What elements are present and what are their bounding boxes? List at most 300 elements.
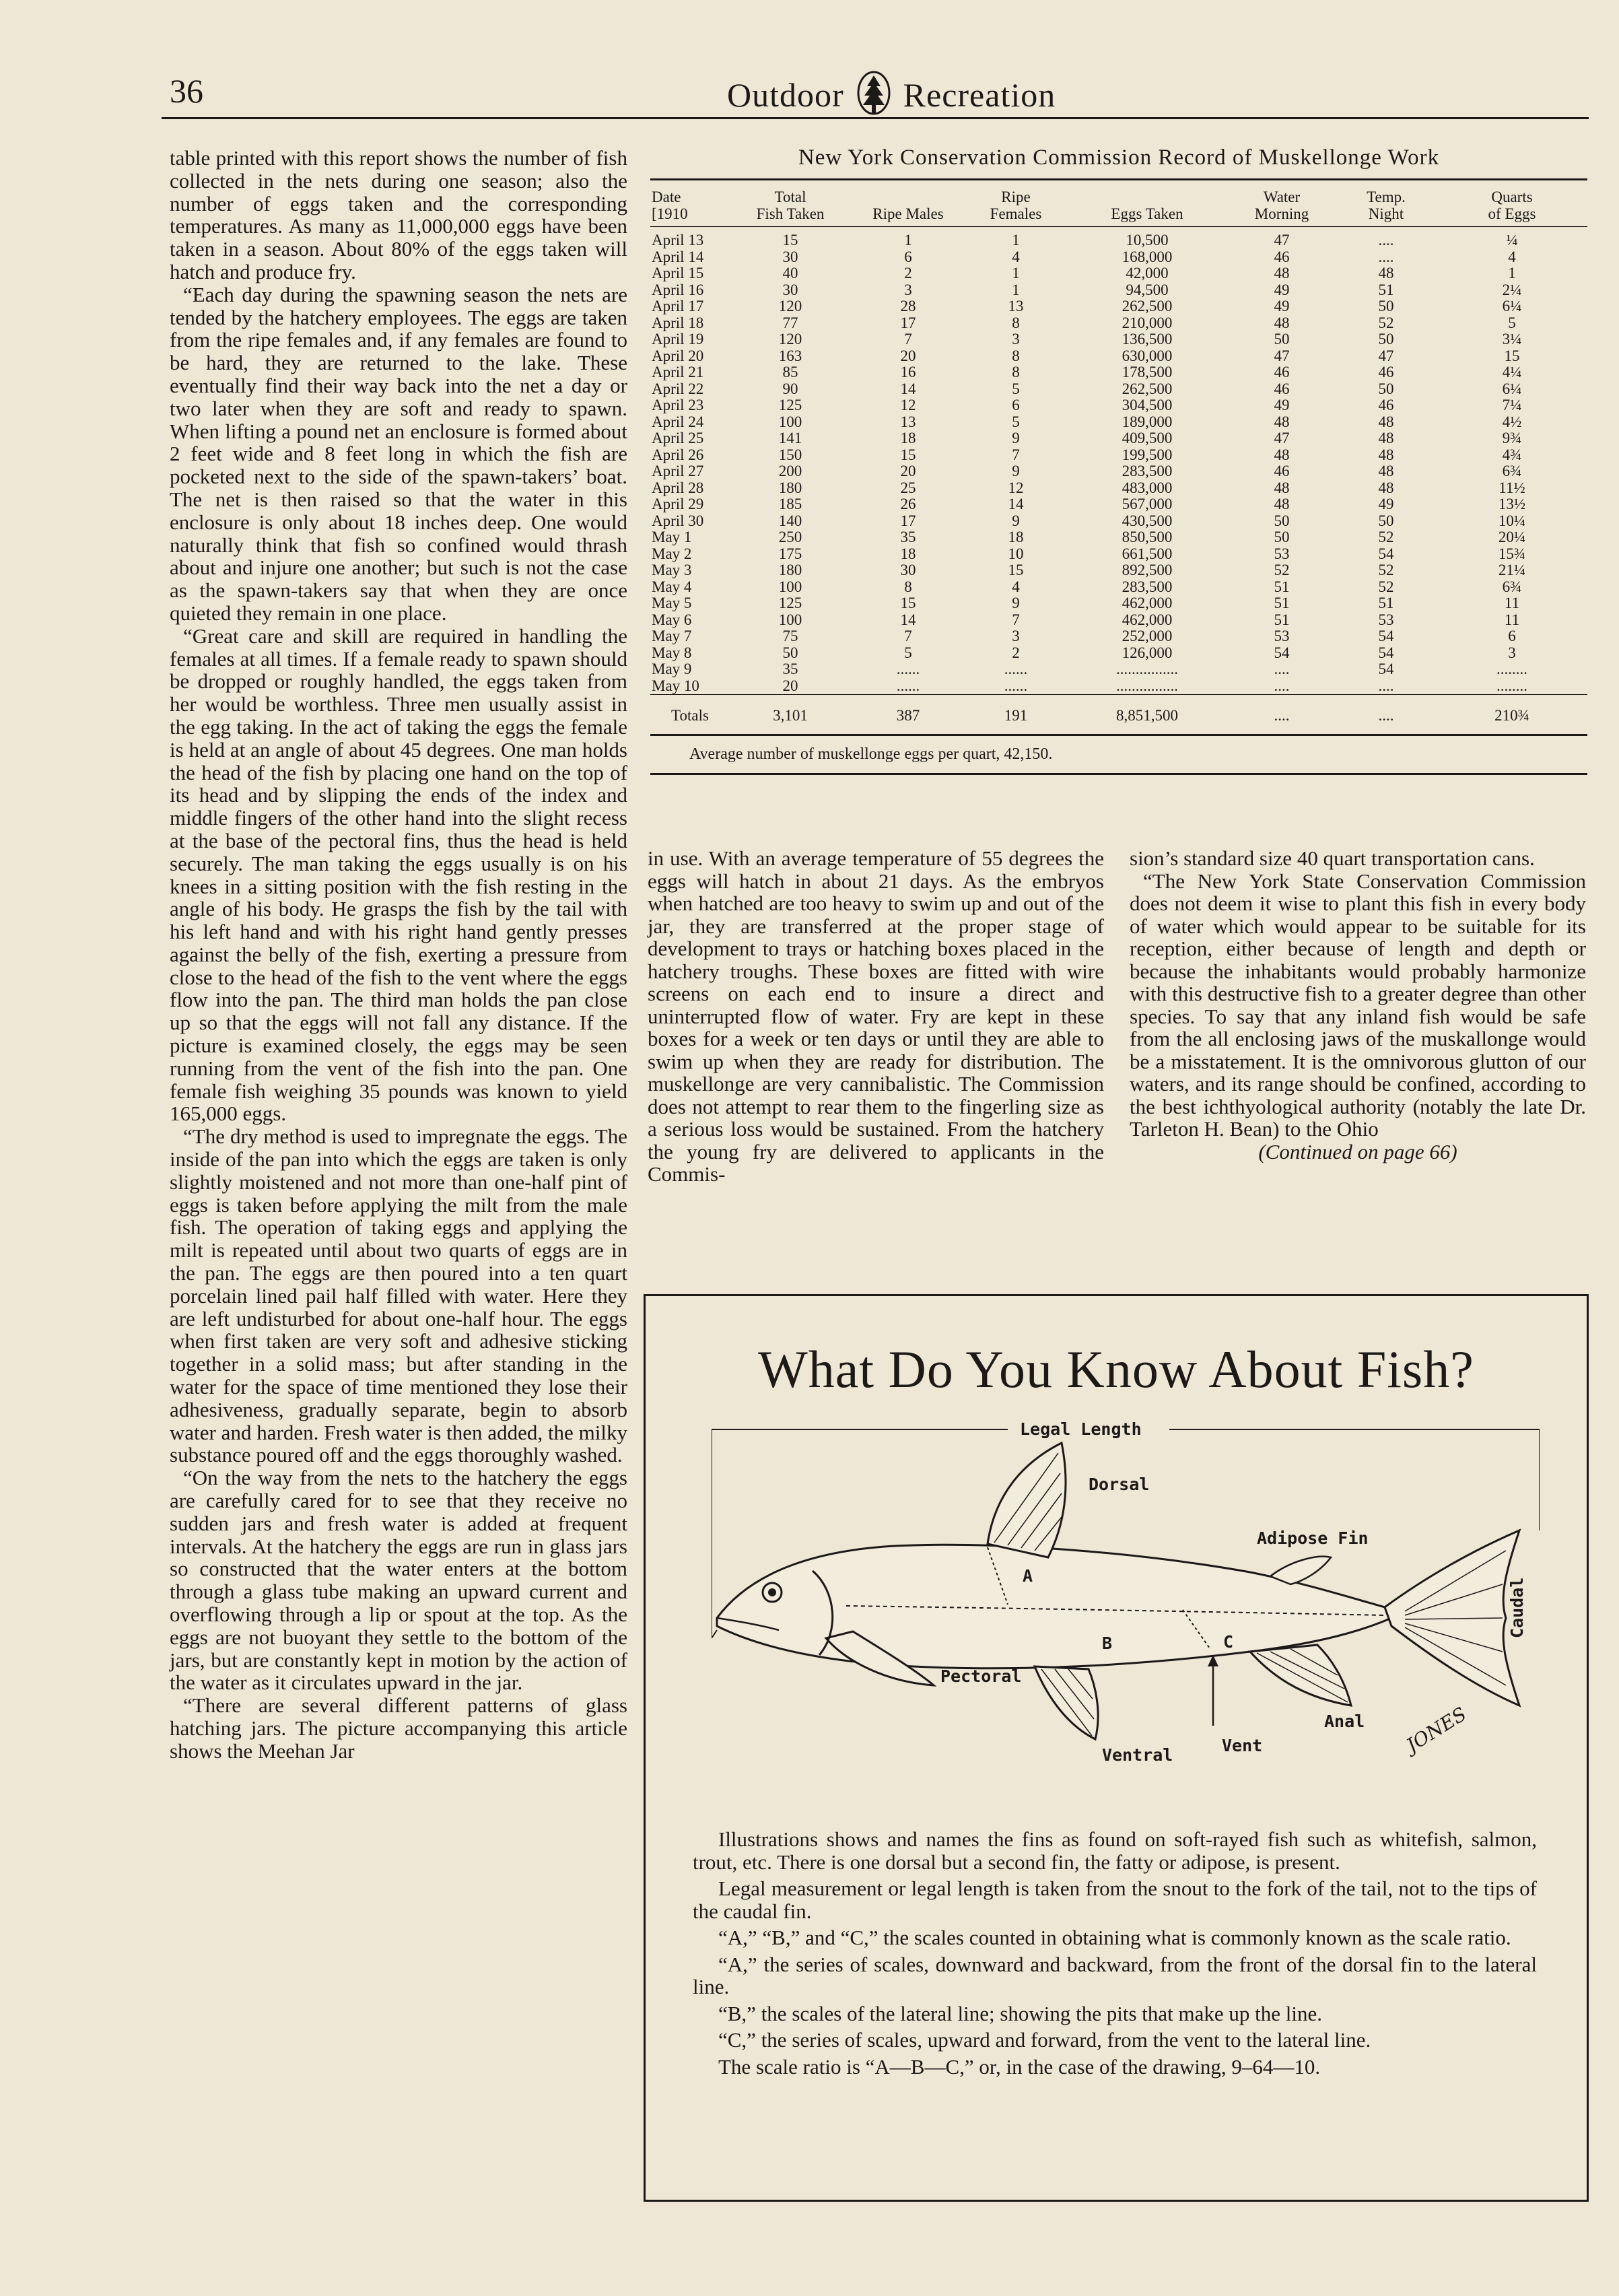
table-cell: .... xyxy=(1378,248,1394,265)
table-cell: 50 xyxy=(1274,331,1290,347)
table-cell: 3 xyxy=(1508,644,1516,661)
table-row xyxy=(650,315,1587,332)
left-paragraph: table printed with this report shows the number of fish collected in the nets during one season; also the number of eggs taken and the corresponding temperatures. As many as 11,000,000 eggs have been taken in a season. About 80% of the eggs taken will hatch and produce fry. xyxy=(170,146,627,283)
table-cell: 35 xyxy=(900,529,916,545)
table-cell: April 22 xyxy=(652,380,704,397)
table-cell: 4¼ xyxy=(1502,364,1522,380)
dorsal-label: Dorsal xyxy=(1089,1475,1150,1494)
middle-text-column xyxy=(648,847,1104,1186)
fish-diagram xyxy=(712,1416,1540,1766)
middle-paragraph: in use. With an average temperature of 55 degrees the eggs will hatch in about 21 days. As the embryos when hatched are too heavy to swim up and out of the jar, they are transferred at the proper stage of development to trays or hatching boxes placed in the hatchery troughs. These boxes are fitted with wire screens on each end to insure a direct and uninterrupted flow of water. Fry are kept in these boxes for a week or ten days or until they are able to swim up when they are ready for distribution. The muskellonge are very cannibalistic. The Commission does not attempt to rear them to the fingerling size as a serious loss would be sustained. From the hatchery the young fry are delivered to applicants in the Commis- xyxy=(648,846,1104,1186)
table-cell: 20 xyxy=(782,677,798,694)
table-row xyxy=(650,678,1587,695)
table-cell: 20 xyxy=(900,463,916,479)
table-cell: 3¼ xyxy=(1502,331,1522,347)
table-cell: 252,000 xyxy=(1122,628,1173,644)
table-cell: 2 xyxy=(1012,644,1020,661)
table-cell: 49 xyxy=(1274,281,1290,298)
table-cell: 47 xyxy=(1274,347,1290,364)
records-table xyxy=(650,180,1587,734)
table-cell: 120 xyxy=(778,298,802,314)
table-cell: 1 xyxy=(1012,232,1020,248)
table-cell: 53 xyxy=(1274,545,1290,562)
table-cell: 9¾ xyxy=(1502,430,1522,446)
column-header: Ripe Males xyxy=(851,180,965,227)
column-header: Total Fish Taken xyxy=(730,180,851,227)
table-cell: 30 xyxy=(782,248,798,265)
table-row xyxy=(650,331,1587,348)
table-cell: May 8 xyxy=(652,644,692,661)
magazine-title xyxy=(727,70,1056,120)
column-header: Temp. Night xyxy=(1336,180,1437,227)
table-cell: 8 xyxy=(1012,347,1020,364)
caption-paragraph: “A,” “B,” and “C,” the scales counted in obtaining what is commonly known as the scale ratio. xyxy=(718,1926,1511,1949)
left-paragraph: “Great care and skill are required in handling the females at all times. If a female ready to spawn should be dropped or roughly handled, the eggs taken from her would be worthless. Three men usually assist in the egg taking. In the act of taking the eggs the female is held at an angle of about 45 degrees. One man holds the head of the fish by placing one hand on the top of its head and by slipping the ends of the index and middle fingers of the other hand into the slight recess at the base of the pectoral fins, thus the head is held securely. The man taking the eggs usually is on his knees in a sitting position with the fish resting in the angle of his body. He grasps the fish by the tail with his left hand and with his right hand gently presses against the belly of the fish, exerting a pressure from close to the head of the fish to the vent where the eggs flow into the pan. The third man holds the pan close up so that the eggs will not fall any distance. If the picture is examined closely, the eggs may be seen running from the vent of the fish into the pan. One female fish weighing 35 pounds was known to yield 165,000 eggs. xyxy=(170,623,627,1126)
table-cell: 14 xyxy=(900,380,916,397)
table-row xyxy=(650,381,1587,398)
table-cell: 26 xyxy=(900,496,916,512)
table-cell: 21¼ xyxy=(1498,562,1526,578)
table-cell: 175 xyxy=(778,545,802,562)
table-cell: 283,500 xyxy=(1122,578,1173,595)
table-cell: 6¾ xyxy=(1502,578,1522,595)
table-cell: 52 xyxy=(1274,562,1290,578)
table-cell: 1 xyxy=(1012,265,1020,281)
table-cell: 51 xyxy=(1378,281,1394,298)
column-header: Eggs Taken xyxy=(1066,180,1228,227)
table-cell: 483,000 xyxy=(1122,479,1173,496)
table-cell: 48 xyxy=(1378,463,1394,479)
table-cell: 6¼ xyxy=(1502,380,1522,397)
table-cell: May 6 xyxy=(652,611,692,628)
table-cell: ...... xyxy=(896,677,920,694)
table-cell: April 21 xyxy=(652,364,704,380)
table-cell: April 14 xyxy=(652,248,704,265)
table-cell: 51 xyxy=(1274,578,1290,595)
table-cell: 47 xyxy=(1274,430,1290,446)
table-cell: ........ xyxy=(1496,677,1527,694)
table-cell: 52 xyxy=(1378,529,1394,545)
table-cell: 11½ xyxy=(1499,479,1525,496)
table-cell: 168,000 xyxy=(1122,248,1173,265)
table-cell: 53 xyxy=(1378,611,1394,628)
column-header: Quarts of Eggs xyxy=(1437,180,1587,227)
table-cell: 1 xyxy=(1508,265,1516,281)
table-body xyxy=(650,227,1587,695)
table-cell: 90 xyxy=(782,380,798,397)
table-cell: 4 xyxy=(1508,248,1516,265)
table-cell: May 9 xyxy=(652,661,692,677)
table-row xyxy=(650,447,1587,464)
table-cell: 16 xyxy=(900,364,916,380)
table-cell: 100 xyxy=(778,578,802,595)
title-outdoor: Outdoor xyxy=(727,76,844,114)
scale-a-label: A xyxy=(1023,1566,1033,1586)
left-paragraph: “On the way from the nets to the hatchery the eggs are carefully cared for to see that they receive no sudden jars and fresh water is added at frequent intervals. At the hatchery the eggs are run in glass jars so constructed that the water enters at the bottom through a glass tube making an upward current and overflowing through a lip or spout at the top. As the eggs are not buoyant they settle to the bottom of the jars, but are constantly kept in motion by the action of the water as it circulates upward in the jar. xyxy=(170,1466,627,1695)
table-cell: 185 xyxy=(778,496,802,512)
table-cell: 50 xyxy=(1378,380,1394,397)
adipose-fin-label: Adipose Fin xyxy=(1257,1528,1369,1548)
left-paragraph: “There are several different patterns of glass hatching jars. The picture accompanying this article shows the Meehan Jar xyxy=(170,1693,627,1763)
table-cell: 15 xyxy=(900,446,916,463)
table-cell: 13 xyxy=(1008,298,1024,314)
table-cell: 6¾ xyxy=(1502,463,1522,479)
totals-cell: 3,101 xyxy=(730,695,851,735)
table-cell: 9 xyxy=(1012,512,1020,529)
table-cell: 126,000 xyxy=(1122,644,1173,661)
table-cell: April 25 xyxy=(652,430,704,446)
table-cell: ¼ xyxy=(1506,232,1518,248)
table-row xyxy=(650,628,1587,645)
table-row xyxy=(650,397,1587,414)
table-cell: 2¼ xyxy=(1502,281,1522,298)
table-row xyxy=(650,496,1587,513)
table-cell: 48 xyxy=(1378,265,1394,281)
table-cell: 189,000 xyxy=(1122,413,1173,430)
column-header: Ripe Females xyxy=(965,180,1066,227)
table-cell: 77 xyxy=(782,314,798,331)
table-cell: 54 xyxy=(1378,628,1394,644)
left-text-column xyxy=(170,147,627,1763)
table-row xyxy=(650,480,1587,497)
table-cell: 51 xyxy=(1378,595,1394,611)
table-cell: 12 xyxy=(900,397,916,413)
table-cell: ...... xyxy=(1004,677,1028,694)
legal-length-label: Legal Length xyxy=(1020,1419,1142,1439)
table-cell: May 10 xyxy=(652,677,699,694)
table-cell: 48 xyxy=(1274,446,1290,463)
table-cell: 54 xyxy=(1378,644,1394,661)
table-cell: 13 xyxy=(900,413,916,430)
table-cell: 46 xyxy=(1274,463,1290,479)
table-cell: 630,000 xyxy=(1122,347,1173,364)
table-cell: 13½ xyxy=(1498,496,1526,512)
caption-paragraph: “C,” the series of scales, upward and forward, from the vent to the lateral line. xyxy=(718,2028,1371,2052)
table-cell: 5 xyxy=(904,644,912,661)
table-cell: 4 xyxy=(1012,578,1020,595)
table-cell: May 3 xyxy=(652,562,692,578)
table-cell: 50 xyxy=(782,644,798,661)
artist-signature: JONES xyxy=(1402,1702,1471,1757)
pectoral-label: Pectoral xyxy=(940,1666,1022,1686)
table-cell: 5 xyxy=(1012,380,1020,397)
table-cell: 18 xyxy=(900,430,916,446)
table-cell: .... xyxy=(1274,661,1290,677)
table-cell: 100 xyxy=(778,611,802,628)
table-cell: April 26 xyxy=(652,446,704,463)
muskellonge-record-table xyxy=(650,145,1587,775)
table-cell: 462,000 xyxy=(1122,611,1173,628)
table-cell: 50 xyxy=(1378,512,1394,529)
table-row xyxy=(650,595,1587,612)
table-cell: 15 xyxy=(1008,562,1024,578)
caudal-label: Caudal xyxy=(1507,1577,1527,1638)
table-row xyxy=(650,579,1587,596)
table-cell: 50 xyxy=(1378,298,1394,314)
column-header: Water Morning xyxy=(1228,180,1336,227)
table-cell: 48 xyxy=(1378,413,1394,430)
table-cell: 250 xyxy=(778,529,802,545)
table-cell: 42,000 xyxy=(1126,265,1169,281)
table-cell: ........ xyxy=(1496,661,1527,677)
table-cell: 15 xyxy=(900,595,916,611)
table-row xyxy=(650,645,1587,662)
table-cell: 48 xyxy=(1274,413,1290,430)
page-header xyxy=(162,65,1589,119)
table-cell: 1 xyxy=(1012,281,1020,298)
left-paragraph: “Each day during the spawning season the nets are tended by the hatchery employees. The eggs are taken from the ripe females and, if any females are found to be hard, they are returned to the lake. These eventually find their way back into the net a day or two later when they are soft and ready to spawn. When lifting a pound net an enclosure is formed about 2 feet wide and 8 feet long in which the fish are pocketed next to the side of the spawn-takers’ boat. The net is then raised so that the water in this enclosure is only about 18 inches deep. One would naturally think that fish so confined would thrash about and injure one another; but such is not the case as the spawn-takers say that when they are once quieted they remain in one place. xyxy=(170,282,627,625)
table-cell: 15 xyxy=(1504,347,1520,364)
table-cell: 283,500 xyxy=(1122,463,1173,479)
table-cell: May 7 xyxy=(652,628,692,644)
table-cell: 46 xyxy=(1274,380,1290,397)
table-cell: 9 xyxy=(1012,463,1020,479)
table-cell: 304,500 xyxy=(1122,397,1173,413)
table-cell: April 19 xyxy=(652,331,704,347)
caption-paragraph: Legal measurement or legal length is taken from the snout to the fork of the tail, not to the tips of the caudal fin. xyxy=(693,1877,1537,1923)
table-cell: 46 xyxy=(1274,248,1290,265)
table-cell: 150 xyxy=(778,446,802,463)
table-row xyxy=(650,430,1587,447)
table-cell: 11 xyxy=(1504,611,1520,628)
table-cell: 409,500 xyxy=(1122,430,1173,446)
table-cell: 100 xyxy=(778,413,802,430)
table-cell: 6 xyxy=(904,248,912,265)
table-cell: 10,500 xyxy=(1126,232,1169,248)
table-cell: April 20 xyxy=(652,347,704,364)
table-cell: 46 xyxy=(1378,364,1394,380)
table-cell: 30 xyxy=(900,562,916,578)
table-cell: April 16 xyxy=(652,281,704,298)
caption-paragraph: “B,” the scales of the lateral line; showing the pits that make up the line. xyxy=(718,2001,1323,2025)
table-cell: May 5 xyxy=(652,595,692,611)
table-cell: 48 xyxy=(1378,479,1394,496)
table-cell: 52 xyxy=(1378,314,1394,331)
table-cell: 125 xyxy=(778,595,802,611)
scale-b-label: B xyxy=(1102,1633,1113,1653)
fish-info-box xyxy=(644,1294,1589,2202)
table-cell: 462,000 xyxy=(1122,595,1173,611)
fish-caption xyxy=(693,1828,1537,2082)
table-cell: April 18 xyxy=(652,314,704,331)
table-cell: 1 xyxy=(904,232,912,248)
table-cell: 28 xyxy=(900,298,916,314)
table-cell: 50 xyxy=(1274,529,1290,545)
table-cell: 8 xyxy=(904,578,912,595)
table-cell: 6¼ xyxy=(1502,298,1522,314)
table-title: New York Conservation Commission Record of Muskellonge Work xyxy=(798,145,1440,170)
table-row xyxy=(650,364,1587,381)
table-cell: 180 xyxy=(778,479,802,496)
table-cell: 9 xyxy=(1012,595,1020,611)
table-cell: 46 xyxy=(1274,364,1290,380)
table-cell: 210,000 xyxy=(1122,314,1173,331)
vent-label: Vent xyxy=(1222,1736,1263,1755)
table-cell: May 1 xyxy=(652,529,692,545)
table-bottom-rule xyxy=(650,773,1587,775)
table-cell: 136,500 xyxy=(1122,331,1173,347)
table-cell: 6 xyxy=(1012,397,1020,413)
table-cell: 850,500 xyxy=(1122,529,1173,545)
totals-cell: 387 xyxy=(851,695,965,735)
ventral-label: Ventral xyxy=(1102,1745,1173,1765)
table-totals-row xyxy=(650,695,1587,735)
fish-box-title: What Do You Know About Fish? xyxy=(758,1340,1474,1398)
table-cell: 262,500 xyxy=(1122,298,1173,314)
tree-logo-icon xyxy=(856,70,891,120)
table-cell: 2 xyxy=(904,265,912,281)
table-cell: 11 xyxy=(1504,595,1520,611)
title-recreation: Recreation xyxy=(903,76,1056,114)
table-cell: 75 xyxy=(782,628,798,644)
table-cell: 120 xyxy=(778,331,802,347)
left-paragraph: “The dry method is used to impregnate the eggs. The inside of the pan into which the eggs are taken is only slightly moistened and not more than one-half pint of eggs is taken before applying the milt from the male fish. The operation of taking eggs and applying the milt is repeated until about two quarts of eggs are in the pan. The eggs are then poured into a ten quart porcelain lined pail half filled with water. Here they are left undisturbed for about one-half hour. The eggs when first taken are very soft and adhesive sticking together in a solid mass; but after standing in the water for the space of time mentioned they lose their adhesiveness, gradually separate, begin to absorb water and harden. Fresh water is then added, the milky substance poured off and the eggs thoroughly washed. xyxy=(170,1124,627,1467)
table-cell: 9 xyxy=(1012,430,1020,446)
table-note: Average number of muskellonge eggs per quart, 42,150. xyxy=(689,745,1053,763)
table-cell: 49 xyxy=(1274,397,1290,413)
totals-cell: 8,851,500 xyxy=(1066,695,1228,735)
table-cell: 7¼ xyxy=(1502,397,1522,413)
table-cell: 3 xyxy=(1012,628,1020,644)
table-cell: 4¾ xyxy=(1502,446,1522,463)
table-cell: April 30 xyxy=(652,512,704,529)
table-cell: 7 xyxy=(1012,446,1020,463)
table-cell: 48 xyxy=(1274,496,1290,512)
table-cell: 25 xyxy=(900,479,916,496)
table-cell: 49 xyxy=(1274,298,1290,314)
table-row xyxy=(650,414,1587,431)
table-row xyxy=(650,227,1587,249)
table-cell: 48 xyxy=(1378,430,1394,446)
table-cell: April 24 xyxy=(652,413,704,430)
table-cell: 163 xyxy=(778,347,802,364)
table-cell: 3 xyxy=(904,281,912,298)
table-cell: 47 xyxy=(1378,347,1394,364)
table-cell: 54 xyxy=(1378,545,1394,562)
table-cell: 94,500 xyxy=(1126,281,1169,298)
table-cell: ...... xyxy=(896,661,920,677)
table-cell: 8 xyxy=(1012,364,1020,380)
table-cell: ................ xyxy=(1116,661,1178,677)
table-cell: 12 xyxy=(1008,479,1024,496)
table-cell: 15¾ xyxy=(1498,545,1526,562)
table-cell: 18 xyxy=(900,545,916,562)
table-cell: 661,500 xyxy=(1122,545,1173,562)
table-cell: 20 xyxy=(900,347,916,364)
table-cell: 54 xyxy=(1274,644,1290,661)
table-cell: 10 xyxy=(1008,545,1024,562)
table-cell: 8 xyxy=(1012,314,1020,331)
right-text-column xyxy=(1130,847,1586,1163)
table-cell: 49 xyxy=(1378,496,1394,512)
table-row xyxy=(650,249,1587,266)
table-cell: 35 xyxy=(782,661,798,677)
table-cell: May 2 xyxy=(652,545,692,562)
table-cell: 125 xyxy=(778,397,802,413)
table-cell: 892,500 xyxy=(1122,562,1173,578)
table-cell: 199,500 xyxy=(1122,446,1173,463)
table-cell: .... xyxy=(1378,232,1394,248)
table-cell: 20¼ xyxy=(1498,529,1526,545)
table-cell: 17 xyxy=(900,314,916,331)
continued-note: (Continued on page 66) xyxy=(1258,1139,1457,1163)
table-cell: 4½ xyxy=(1502,413,1522,430)
table-cell: April 27 xyxy=(652,463,704,479)
right-paragraph: sion’s standard size 40 quart transportation cans. xyxy=(1130,846,1535,870)
table-row xyxy=(650,529,1587,546)
table-cell: 50 xyxy=(1378,331,1394,347)
table-cell: .... xyxy=(1274,677,1290,694)
table-cell: 51 xyxy=(1274,595,1290,611)
totals-cell: Totals xyxy=(650,695,730,735)
table-cell: April 15 xyxy=(652,265,704,281)
table-cell: 48 xyxy=(1274,479,1290,496)
page-number: 36 xyxy=(170,72,203,110)
table-cell: 30 xyxy=(782,281,798,298)
totals-cell: 210¾ xyxy=(1437,695,1587,735)
table-cell: 40 xyxy=(782,265,798,281)
table-cell: 141 xyxy=(778,430,802,446)
table-cell: 51 xyxy=(1274,611,1290,628)
table-row xyxy=(650,562,1587,579)
totals-cell: .... xyxy=(1336,695,1437,735)
column-header: Date [1910 xyxy=(650,180,730,227)
table-cell: ................ xyxy=(1116,677,1178,694)
table-cell: 14 xyxy=(1008,496,1024,512)
table-row xyxy=(650,298,1587,315)
table-cell: 567,000 xyxy=(1122,496,1173,512)
table-row xyxy=(650,661,1587,678)
caption-paragraph: “A,” the series of scales, downward and backward, from the front of the dorsal fin to the lateral line. xyxy=(693,1952,1537,1998)
totals-cell: 191 xyxy=(965,695,1066,735)
table-header-row xyxy=(650,180,1587,227)
table-cell: 52 xyxy=(1378,562,1394,578)
totals-cell: .... xyxy=(1228,695,1336,735)
table-cell: April 13 xyxy=(652,232,704,248)
table-cell: 18 xyxy=(1008,529,1024,545)
table-cell: 48 xyxy=(1378,446,1394,463)
table-cell: 7 xyxy=(1012,611,1020,628)
table-row xyxy=(650,348,1587,365)
table-row xyxy=(650,463,1587,480)
table-row xyxy=(650,265,1587,282)
table-cell: 7 xyxy=(904,331,912,347)
table-cell: 5 xyxy=(1508,314,1516,331)
table-cell: 14 xyxy=(900,611,916,628)
table-cell: .... xyxy=(1378,677,1394,694)
table-cell: 3 xyxy=(1012,331,1020,347)
table-cell: April 29 xyxy=(652,496,704,512)
table-cell: 200 xyxy=(778,463,802,479)
table-cell: April 17 xyxy=(652,298,704,314)
table-cell: 46 xyxy=(1378,397,1394,413)
table-cell: 48 xyxy=(1274,314,1290,331)
table-cell: 48 xyxy=(1274,265,1290,281)
header-rule xyxy=(162,117,1589,119)
table-cell: 140 xyxy=(778,512,802,529)
right-paragraph: “The New York State Conservation Commission does not deem it wise to plant this fish in every body of water which would appear to be suitable for its reception, either because of length and depth or because the inhabitants would probably harmonize with this destructive fish to a greater degree than other species. To say that any inland fish would be safe from the all enclosing jaws of the muskallonge would be a misstatement. It is the omnivorous glutton of our waters, and its range should be confined, according to the best ichthyological authority (notably the late Dr. Tarleton H. Bean) to the Ohio xyxy=(1130,869,1586,1141)
scale-c-label: C xyxy=(1223,1632,1234,1652)
table-cell: 4 xyxy=(1012,248,1020,265)
table-cell: ...... xyxy=(1004,661,1028,677)
table-cell: 53 xyxy=(1274,628,1290,644)
table-row xyxy=(650,513,1587,530)
table-cell: 6 xyxy=(1508,628,1516,644)
table-cell: 17 xyxy=(900,512,916,529)
table-cell: April 23 xyxy=(652,397,704,413)
table-cell: 15 xyxy=(782,232,798,248)
table-cell: 85 xyxy=(782,364,798,380)
